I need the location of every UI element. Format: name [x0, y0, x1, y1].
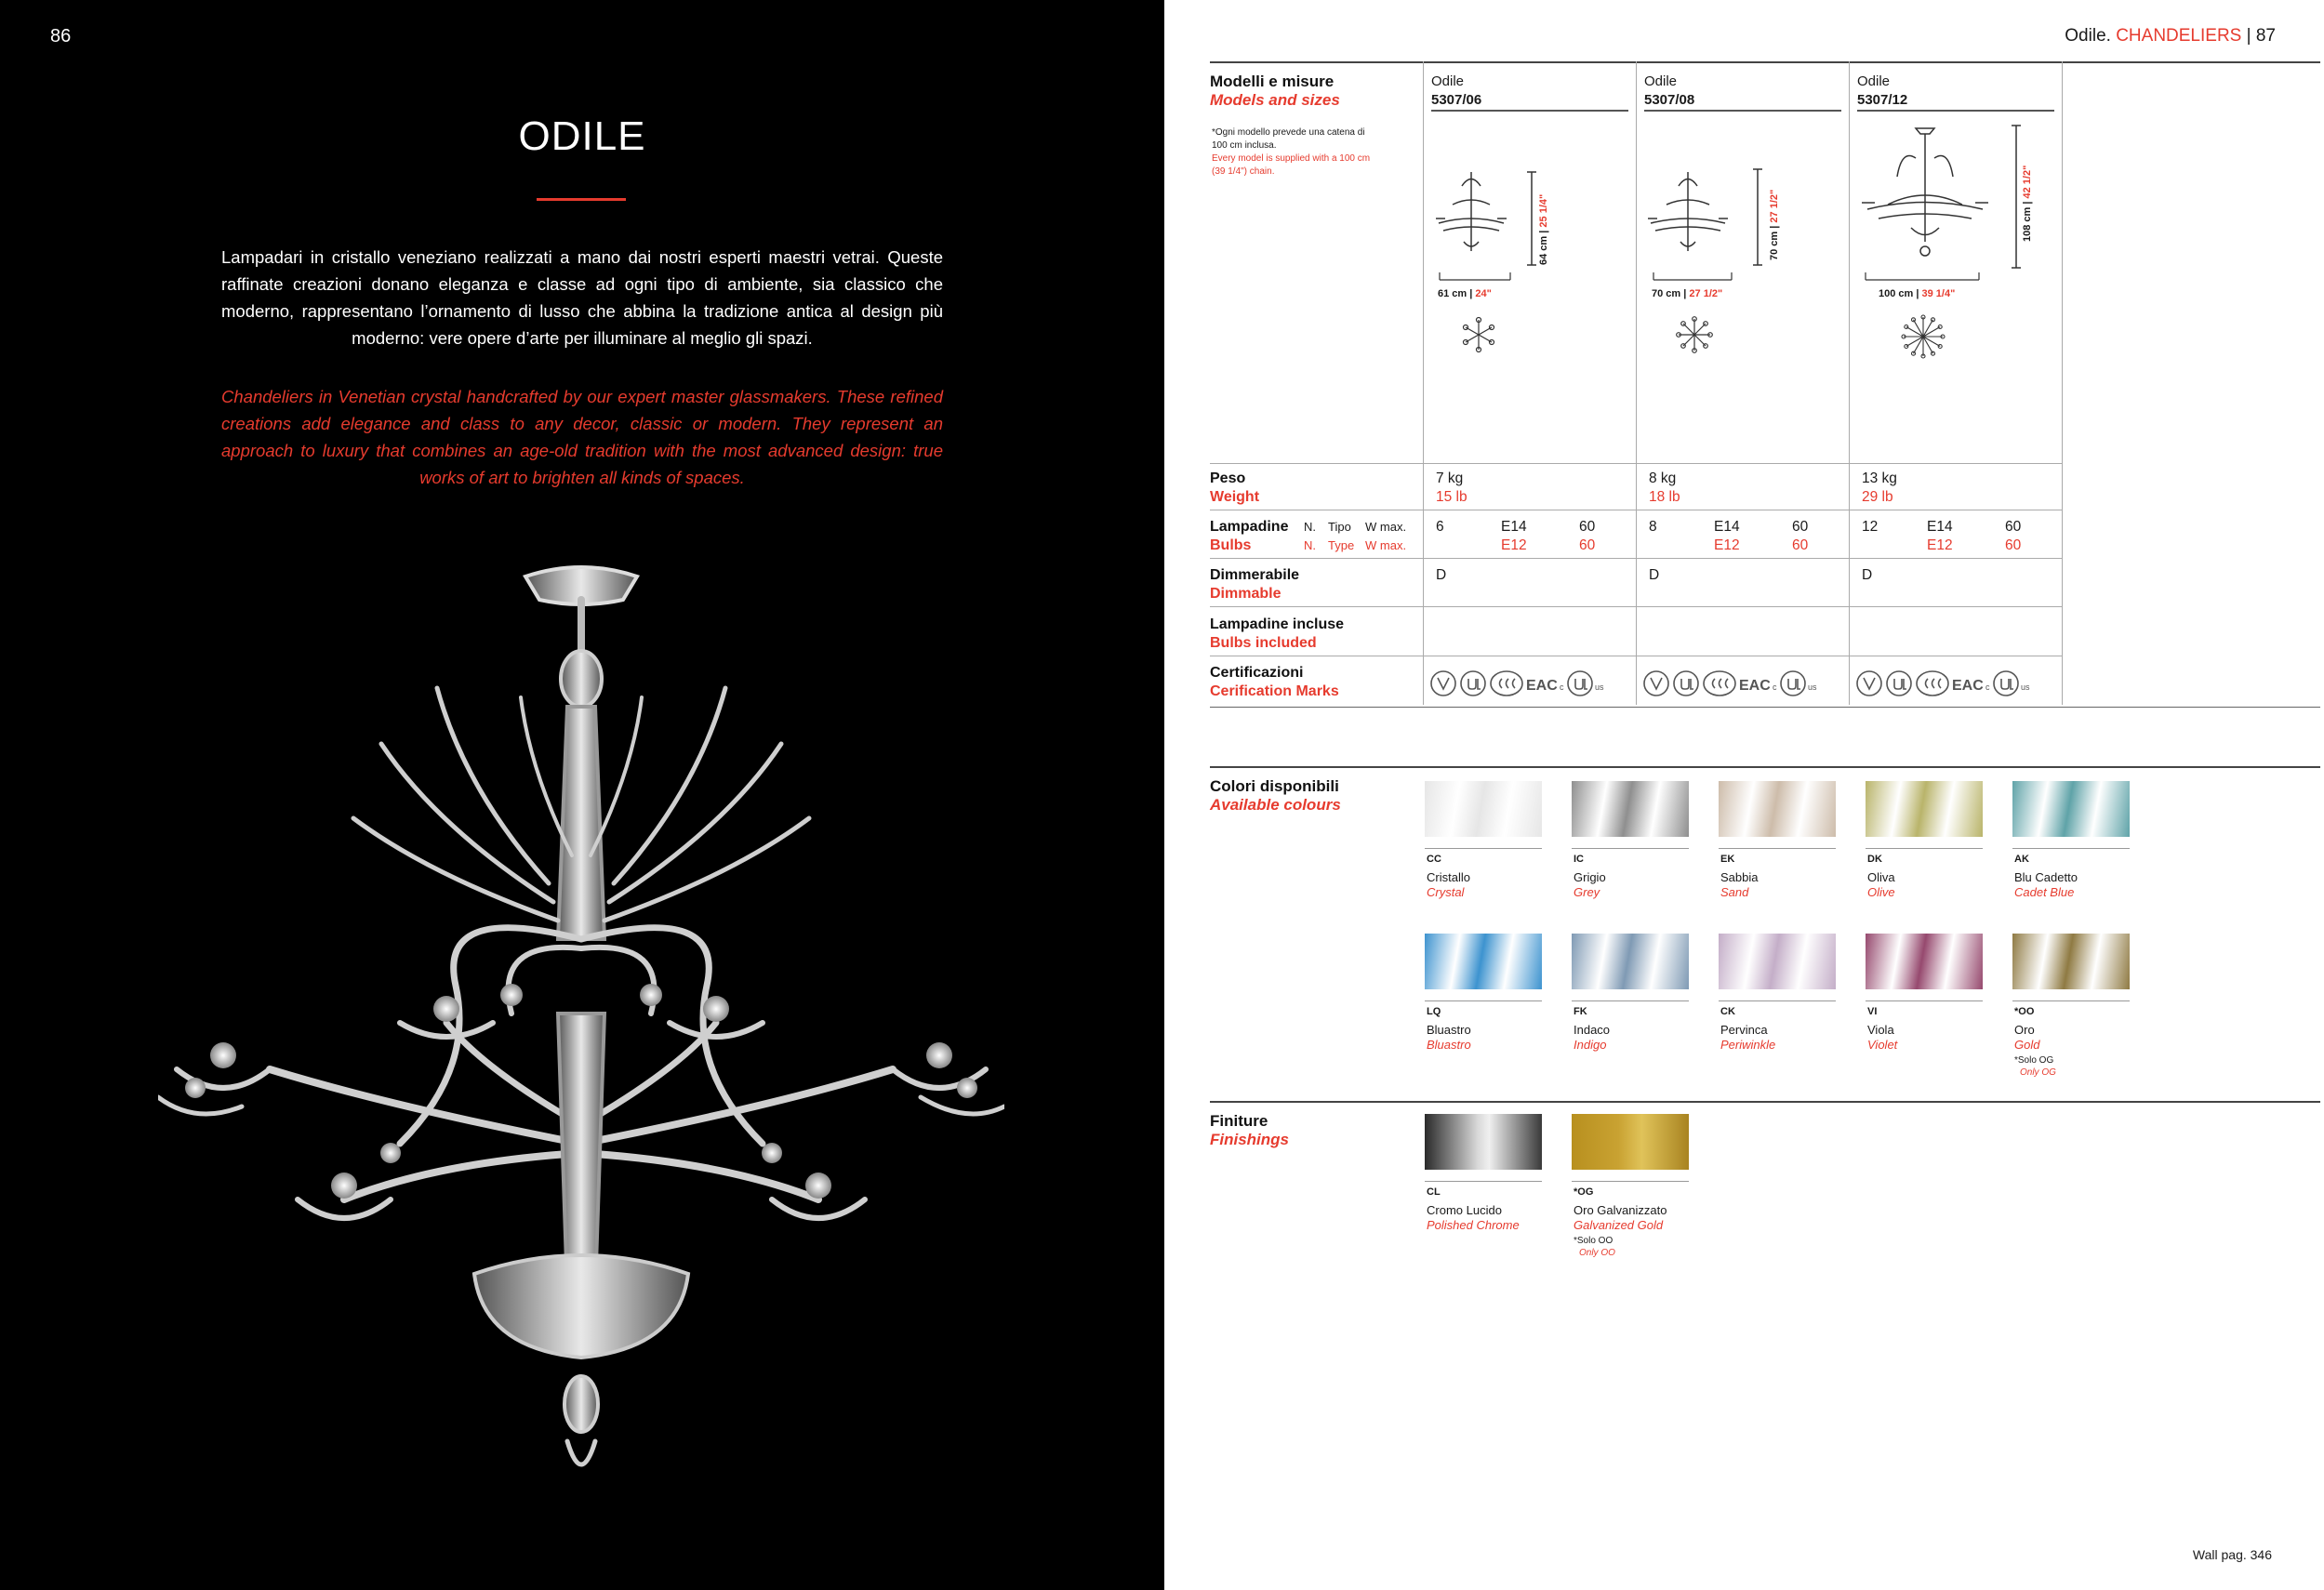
- certification-icons: [1429, 669, 1620, 698]
- swatch-rule: [1866, 848, 1983, 849]
- colour-swatch: [1719, 781, 1836, 837]
- header-prefix: Odile.: [2065, 26, 2111, 46]
- right-page: [1164, 0, 2324, 1590]
- swatch-note-en: Only OO: [1579, 1248, 1615, 1258]
- swatch-name: Bluastro: [1427, 1023, 1471, 1037]
- chandelier-photo: [158, 549, 1004, 1497]
- swatch-name: Oro: [2014, 1023, 2035, 1037]
- col-sep-4: [2062, 61, 2063, 705]
- swatch-code: VI: [1867, 1006, 1878, 1017]
- swatch-name-en: Periwinkle: [1720, 1038, 1776, 1052]
- bulbs-n-header: N. N.: [1304, 520, 1316, 552]
- swatch-rule: [2012, 1000, 2130, 1001]
- model-drawing-1: [1434, 167, 1574, 270]
- swatch-name: Viola: [1867, 1023, 1894, 1037]
- height-dim-3: 108 cm | 42 1/2": [2022, 165, 2033, 242]
- swatch-rule: [1572, 1181, 1689, 1182]
- swatch-name-en: Crystal: [1427, 885, 1465, 899]
- colour-swatch: [1425, 1114, 1542, 1170]
- swatch-rule: [1572, 848, 1689, 849]
- bulbs-w-1: 60 60: [1579, 519, 1596, 553]
- colour-swatch: [1572, 1114, 1689, 1170]
- bulbs-type-1: E14 E12: [1501, 519, 1527, 553]
- swatch-name-en: Bluastro: [1427, 1038, 1471, 1052]
- model-header-rule: [1431, 110, 1628, 112]
- running-header: [2065, 26, 2276, 46]
- swatch-rule: [1719, 1000, 1836, 1001]
- swatch-name-en: Grey: [1574, 885, 1600, 899]
- top-view-2: [1676, 316, 1713, 353]
- colours-top-rule: [1210, 766, 2320, 768]
- width-dim-line: [1438, 272, 1512, 281]
- chain-note: *Ogni modello prevede una catena di 100 cm inclusa. Every model is supplied with a 100 cm (39 1/4") chain.: [1212, 127, 1371, 177]
- width-dim-line: [1652, 272, 1733, 281]
- page-number-right: 87: [2255, 26, 2276, 46]
- swatch-code: CL: [1427, 1186, 1441, 1198]
- weight-value-2: 8 kg 18 lb: [1649, 470, 1680, 505]
- swatch-rule: [1572, 1000, 1689, 1001]
- bulbs-label: Lampadine Bulbs: [1210, 519, 1289, 553]
- certification-icons: [1855, 669, 2046, 698]
- colour-swatch: [1425, 781, 1542, 837]
- bulbs-type-2: E14 E12: [1714, 519, 1740, 553]
- swatch-name-en: Polished Chrome: [1427, 1218, 1520, 1232]
- header-sep: |: [2246, 26, 2251, 46]
- swatch-name: Grigio: [1574, 870, 1606, 884]
- swatch-name: Blu Cadetto: [2014, 870, 2078, 884]
- swatch-code: CC: [1427, 854, 1441, 865]
- description-italian: Lampadari in cristallo veneziano realizzati a mano dai nostri esperti maestri vetrai. Queste raffinate creazioni donano eleganza e classe ad ogni tipo di ambiente, sia classico che moderno, rappresentano l’ornamento di lusso che abbina la tradizione antica al design più moderno: vere opere d’arte per illuminare al meglio gli spazi.: [221, 247, 943, 348]
- model-drawing-2: [1646, 167, 1786, 270]
- bulbs-included-label: Lampadine incluse Bulbs included: [1210, 616, 1345, 651]
- model-drawing-3: [1860, 121, 2046, 270]
- swatch-code: AK: [2014, 854, 2029, 865]
- model-header-3: Odile 5307/12: [1857, 73, 1908, 108]
- dimmable-value-2: D: [1649, 567, 1660, 583]
- width-dim-3: 100 cm | 39 1/4": [1879, 288, 1956, 299]
- bulbs-w-3: 60 60: [2005, 519, 2022, 553]
- swatch-name-en: Sand: [1720, 885, 1749, 899]
- swatch-name: Pervinca: [1720, 1023, 1768, 1037]
- models-label: Modelli e misure Models and sizes: [1210, 73, 1340, 109]
- dimmable-value-3: D: [1862, 567, 1873, 583]
- swatch-code: *OO: [2014, 1006, 2035, 1017]
- swatch-name: Sabbia: [1720, 870, 1759, 884]
- weight-value-3: 13 kg 29 lb: [1862, 470, 1897, 505]
- row-rule: [1210, 558, 2062, 559]
- swatch-code: *OG: [1574, 1186, 1594, 1198]
- row-rule: [1210, 463, 2062, 464]
- cert-c-label: c: [1985, 682, 1990, 692]
- colour-swatch: [1425, 934, 1542, 989]
- col-sep-2: [1636, 61, 1637, 705]
- weight-label: Peso Weight: [1210, 470, 1260, 505]
- swatch-rule: [2012, 848, 2130, 849]
- swatch-name-en: Indigo: [1574, 1038, 1607, 1052]
- swatch-code: DK: [1867, 854, 1882, 865]
- certification-icons: [1642, 669, 1833, 698]
- swatch-note: *Solo OG: [2014, 1055, 2054, 1066]
- swatch-rule: [1719, 848, 1836, 849]
- colour-swatch: [1572, 934, 1689, 989]
- swatch-code: FK: [1574, 1006, 1587, 1017]
- swatch-name-en: Olive: [1867, 885, 1895, 899]
- footer-reference: Wall pag. 346: [2192, 1547, 2272, 1562]
- width-dim-line: [1864, 272, 1981, 281]
- bulbs-n-2: 8: [1649, 519, 1657, 535]
- finishings-label: Finiture Finishings: [1210, 1112, 1289, 1148]
- cert-c-label: c: [1560, 682, 1564, 692]
- title-divider: [537, 198, 626, 201]
- table-top-rule: [1210, 61, 2320, 63]
- colour-swatch: [1866, 934, 1983, 989]
- swatch-code: LQ: [1427, 1006, 1441, 1017]
- top-view-3: [1901, 314, 1946, 359]
- page-number-left: 86: [50, 26, 72, 46]
- bulbs-n-3: 12: [1862, 519, 1879, 535]
- swatch-name: Oliva: [1867, 870, 1895, 884]
- swatch-code: IC: [1574, 854, 1584, 865]
- model-header-1: Odile 5307/06: [1431, 73, 1482, 108]
- colour-swatch: [1572, 781, 1689, 837]
- swatch-rule: [1425, 848, 1542, 849]
- swatch-note: *Solo OO: [1574, 1236, 1614, 1246]
- cert-marks-2: [1642, 669, 1833, 698]
- swatch-name-en: Galvanized Gold: [1574, 1218, 1664, 1232]
- certifications-label: Certificazioni Cerification Marks: [1210, 665, 1339, 699]
- model-header-2: Odile 5307/08: [1644, 73, 1695, 108]
- description-english: Chandeliers in Venetian crystal handcrafted by our expert master glassmakers. These refined creations add elegance and class to any decor, classic or modern. They represent an approach to luxury that combines an age-old tradition with the most advanced design: true works of art to brighten all kinds of spaces.: [221, 387, 943, 487]
- bulbs-w-header: W max. W max.: [1365, 520, 1407, 552]
- dimmable-value-1: D: [1436, 567, 1447, 583]
- swatch-name: Oro Galvanizzato: [1574, 1203, 1667, 1217]
- weight-value-1: 7 kg 15 lb: [1436, 470, 1467, 505]
- cert-us-label: us: [1595, 682, 1604, 692]
- swatch-code: CK: [1720, 1006, 1735, 1017]
- header-section: CHANDELIERS: [2116, 26, 2242, 46]
- product-title: ODILE: [518, 113, 646, 159]
- swatch-name-en: Gold: [2014, 1038, 2040, 1052]
- col-sep-3: [1849, 61, 1850, 705]
- width-dim-2: 70 cm | 27 1/2": [1652, 288, 1723, 299]
- colour-swatch: [2012, 934, 2130, 989]
- model-header-rule: [1644, 110, 1841, 112]
- width-dim-1: 61 cm | 24": [1438, 288, 1492, 299]
- colour-swatch: [1719, 934, 1836, 989]
- dimmable-label: Dimmerabile Dimmable: [1210, 567, 1300, 602]
- model-header-rule: [1857, 110, 2054, 112]
- swatch-code: EK: [1720, 854, 1735, 865]
- swatch-name: Cristallo: [1427, 870, 1470, 884]
- swatch-name-en: Violet: [1867, 1038, 1898, 1052]
- row-rule: [1210, 606, 2062, 607]
- table-bottom-rule: [1210, 707, 2320, 708]
- colour-swatch: [2012, 781, 2130, 837]
- cert-eac-label: EAC: [1952, 678, 1984, 694]
- cert-marks-3: [1855, 669, 2046, 698]
- colour-swatch: [1866, 781, 1983, 837]
- swatch-note-en: Only OG: [2020, 1067, 2056, 1078]
- swatch-name-en: Cadet Blue: [2014, 885, 2075, 899]
- top-view-1: [1460, 316, 1497, 353]
- cert-eac-label: EAC: [1526, 678, 1558, 694]
- height-dim-1: 64 cm | 25 1/4": [1538, 193, 1549, 265]
- swatch-rule: [1425, 1181, 1542, 1182]
- finishings-top-rule: [1210, 1101, 2320, 1103]
- col-sep-1: [1423, 61, 1424, 705]
- bulbs-type-header: Tipo Type: [1328, 520, 1355, 552]
- cert-eac-label: EAC: [1739, 678, 1771, 694]
- swatch-rule: [1425, 1000, 1542, 1001]
- height-dim-2: 70 cm | 27 1/2": [1769, 189, 1780, 260]
- colours-label: Colori disponibili Available colours: [1210, 777, 1341, 814]
- cert-us-label: us: [2021, 682, 2030, 692]
- cert-marks-1: [1429, 669, 1620, 698]
- swatch-name: Indaco: [1574, 1023, 1611, 1037]
- cert-c-label: c: [1773, 682, 1777, 692]
- cert-us-label: us: [1808, 682, 1817, 692]
- swatch-name: Cromo Lucido: [1427, 1203, 1502, 1217]
- bulbs-n-1: 6: [1436, 519, 1444, 535]
- swatch-rule: [1866, 1000, 1983, 1001]
- bulbs-w-2: 60 60: [1792, 519, 1809, 553]
- bulbs-type-3: E14 E12: [1927, 519, 1953, 553]
